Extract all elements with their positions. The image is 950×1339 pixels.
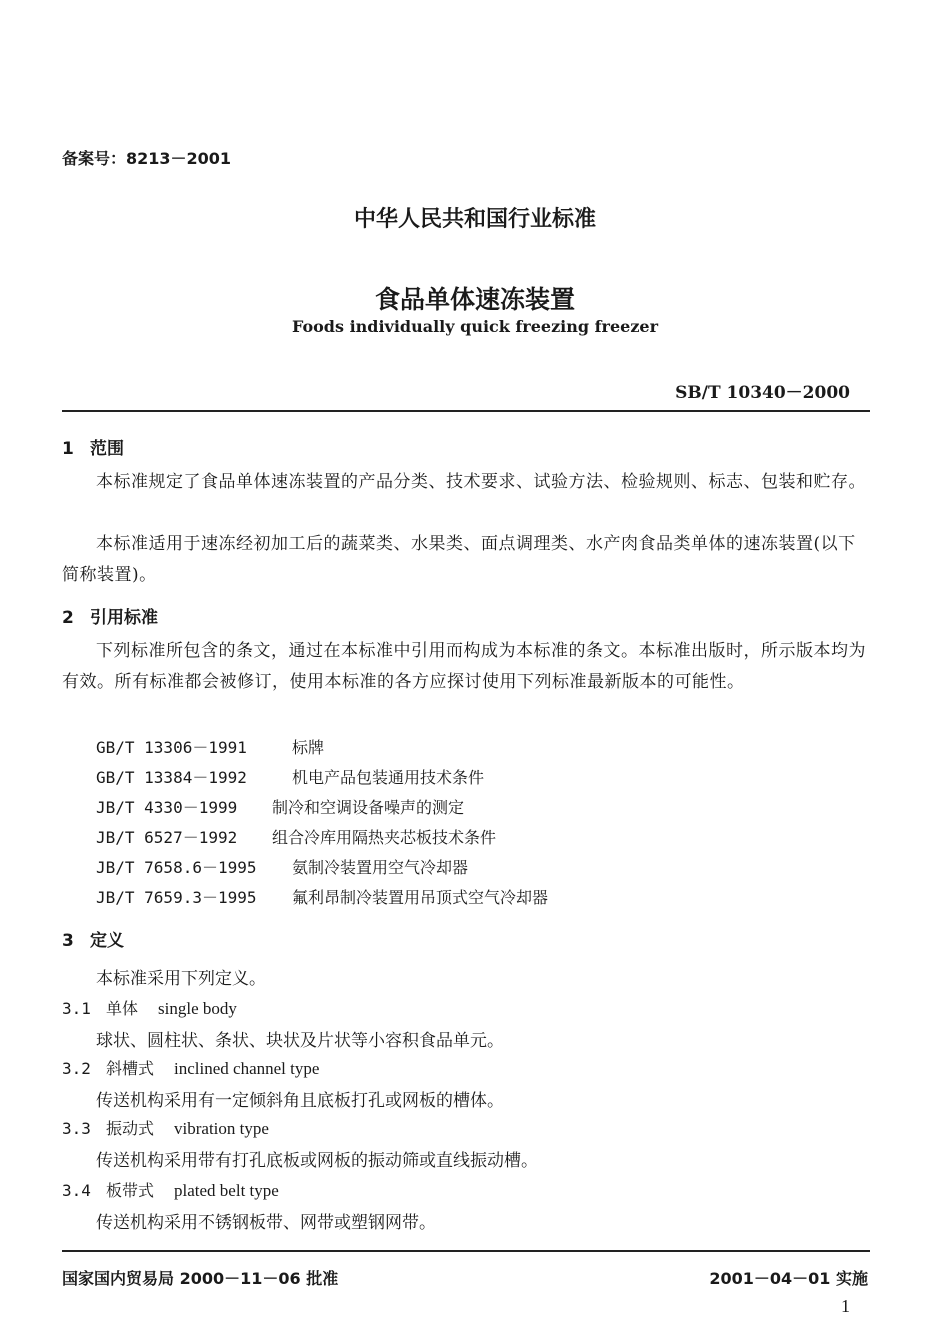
- definition-text: 传送机构采用有一定倾斜角且底板打孔或网板的槽体。: [96, 1091, 504, 1111]
- reference-code: JB/T 6527－1992: [96, 828, 238, 847]
- definitions-intro: 本标准采用下列定义。: [96, 969, 266, 989]
- section-number: 3: [62, 931, 74, 951]
- page-number: 1: [841, 1296, 850, 1316]
- definition-number: 3.4: [62, 1181, 91, 1200]
- section-title: 范围: [90, 439, 124, 459]
- standard-type: 中华人民共和国行业标准: [353, 207, 596, 232]
- definition-heading: [62, 1116, 269, 1139]
- definition-number: 3.2: [62, 1059, 91, 1078]
- definition-term-english: inclined channel type: [174, 1059, 320, 1078]
- footer-divider: [62, 1250, 870, 1252]
- paragraph: 下列标准所包含的条文，通过在本标准中引用而构成为本标准的条文。本标准出版时，所示版本均为有效。所有标准都会被修订，使用本标准的各方应探讨使用下列标准最新版本的可能性。: [62, 641, 866, 692]
- definition-heading: [62, 1178, 279, 1201]
- reference-item: [96, 765, 484, 788]
- definition-term-english: single body: [158, 999, 237, 1018]
- section-title: 引用标准: [90, 608, 158, 628]
- reference-code: GB/T 13384－1992: [96, 768, 247, 787]
- reference-name: 机电产品包装通用技术条件: [292, 768, 485, 787]
- title-chinese: 食品单体速冻装置: [374, 285, 575, 314]
- reference-code: JB/T 4330－1999: [96, 798, 238, 817]
- reference-code: GB/T 13306－1991: [96, 738, 247, 757]
- header-divider: [62, 410, 870, 412]
- definition-term-english: plated belt type: [174, 1181, 279, 1200]
- definition-text: 传送机构采用带有打孔底板或网板的振动筛或直线振动槽。: [96, 1151, 538, 1171]
- reference-item: [96, 885, 548, 908]
- reference-item: [96, 855, 468, 878]
- section-1-heading: [62, 434, 124, 459]
- definition-term: 斜槽式: [106, 1059, 155, 1078]
- reference-name: 氟利昂制冷装置用吊顶式空气冷却器: [292, 888, 549, 907]
- paragraph: 本标准适用于速冻经初加工后的蔬菜类、水果类、面点调理类、水产肉食品类单体的速冻装置(以下简称装置)。: [62, 534, 856, 585]
- section-3-heading: [62, 926, 124, 951]
- reference-code: JB/T 7658.6－1995: [96, 858, 257, 877]
- section-2-heading: [62, 603, 158, 628]
- title-english: Foods individually quick freezing freezer: [291, 317, 659, 336]
- standard-code: SB/T 10340－2000: [675, 383, 850, 403]
- reference-item: [96, 795, 464, 818]
- section-number: 1: [62, 439, 74, 459]
- definition-text: 传送机构采用不锈钢板带、网带或塑钢网带。: [96, 1213, 436, 1233]
- reference-item: [96, 735, 324, 758]
- definition-term: 振动式: [106, 1119, 155, 1138]
- reference-name: 氨制冷装置用空气冷却器: [292, 858, 469, 877]
- definition-number: 3.1: [62, 999, 91, 1018]
- reference-name: 标牌: [292, 738, 325, 757]
- effective-date: 2001－04－01 实施: [709, 1269, 868, 1288]
- record-number: 备案号：8213－2001: [62, 149, 232, 168]
- paragraph: 本标准规定了食品单体速冻装置的产品分类、技术要求、试验方法、检验规则、标志、包装和贮存。: [96, 472, 866, 492]
- reference-item: [96, 825, 496, 848]
- definition-text: 球状、圆柱状、条状、块状及片状等小容积食品单元。: [96, 1031, 504, 1051]
- definition-term: 板带式: [106, 1181, 155, 1200]
- definition-heading: [62, 996, 237, 1019]
- approval-line: 国家国内贸易局 2000－11－06 批准: [62, 1269, 339, 1288]
- reference-code: JB/T 7659.3－1995: [96, 888, 257, 907]
- reference-name: 制冷和空调设备噪声的测定: [272, 798, 465, 817]
- reference-name: 组合冷库用隔热夹芯板技术条件: [272, 828, 497, 847]
- definition-number: 3.3: [62, 1119, 91, 1138]
- definition-term-english: vibration type: [174, 1119, 269, 1138]
- definition-heading: [62, 1056, 319, 1079]
- section-title: 定义: [90, 931, 124, 951]
- definition-term: 单体: [106, 999, 139, 1018]
- section-number: 2: [62, 608, 74, 628]
